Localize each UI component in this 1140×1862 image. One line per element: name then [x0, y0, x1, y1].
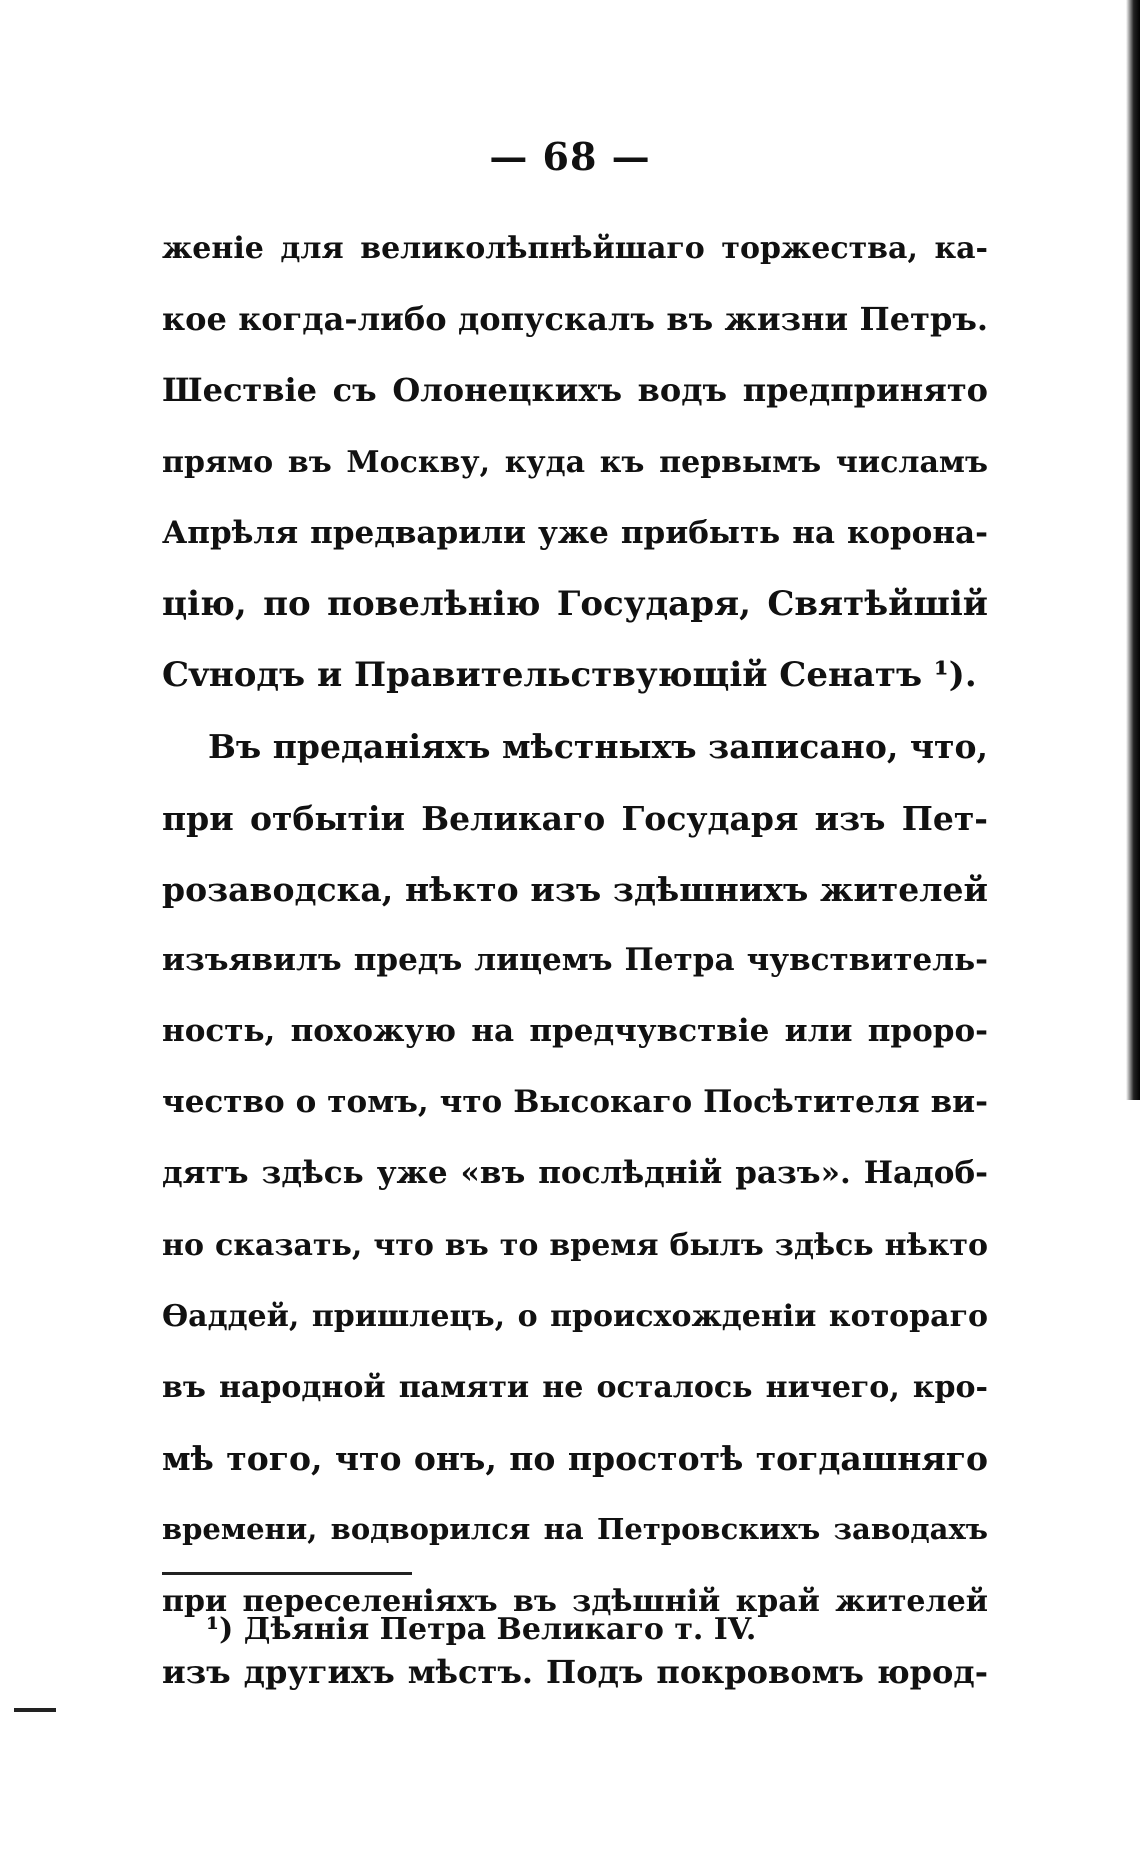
- page-number: — 68 —: [489, 134, 651, 179]
- text-line: Апрѣля предварили уже прибыть на корона-: [162, 514, 988, 551]
- scan-mark: [14, 1708, 56, 1712]
- footnote-rule: [162, 1572, 412, 1575]
- footnote: ¹) Дѣянія Петра Великаго т. IV.: [206, 1612, 757, 1647]
- text-line: цію, по повелѣнію Государя, Святѣйшій: [162, 583, 988, 624]
- text-line: дятъ здѣсь уже «въ послѣдній разъ». Надоб-: [162, 1155, 988, 1192]
- text-line: женіе для великолѣпнѣйшаго торжества, ка-: [162, 231, 988, 266]
- text-line: при отбытіи Великаго Государя изъ Пет-: [162, 798, 988, 838]
- text-line: прямо въ Москву, куда къ первымъ числамъ: [162, 444, 988, 480]
- text-line: при переселеніяхъ въ здѣшній край жителей: [162, 1583, 988, 1619]
- text-line: Өаддей, пришлецъ, о происхожденіи котораго: [162, 1298, 988, 1334]
- text-line: ность, похожую на предчувствіе или проро-: [162, 1013, 988, 1050]
- text-line: чество о томъ, что Высокаго Посѣтителя ви-: [162, 1084, 988, 1121]
- text-line: Въ преданіяхъ мѣстныхъ записано, что,: [208, 727, 988, 767]
- text-line: въ народной памяти не осталось ничего, кро-: [162, 1370, 988, 1405]
- text-line: но сказать, что въ то время былъ здѣсь нѣкто: [162, 1227, 988, 1263]
- text-line: изъ другихъ мѣстъ. Подъ покровомъ юрод-: [162, 1652, 988, 1691]
- body-text: [162, 213, 988, 1708]
- text-line: изъявилъ предъ лицемъ Петра чувствитель-: [162, 941, 988, 978]
- text-line: кое когда-либо допускалъ въ жизни Петръ.: [162, 300, 988, 339]
- text-line: розаводска, нѣкто изъ здѣшнихъ жителей: [162, 869, 988, 909]
- text-line: Сvнодъ и Правительствующій Сенатъ ¹).: [162, 655, 977, 696]
- text-line: времени, водворился на Петровскихъ заводахъ: [162, 1512, 988, 1547]
- text-line: мѣ того, что онъ, по простотѣ тогдашняго: [162, 1439, 988, 1479]
- text-line: Шествіе съ Олонецкихъ водъ предпринято: [162, 371, 988, 410]
